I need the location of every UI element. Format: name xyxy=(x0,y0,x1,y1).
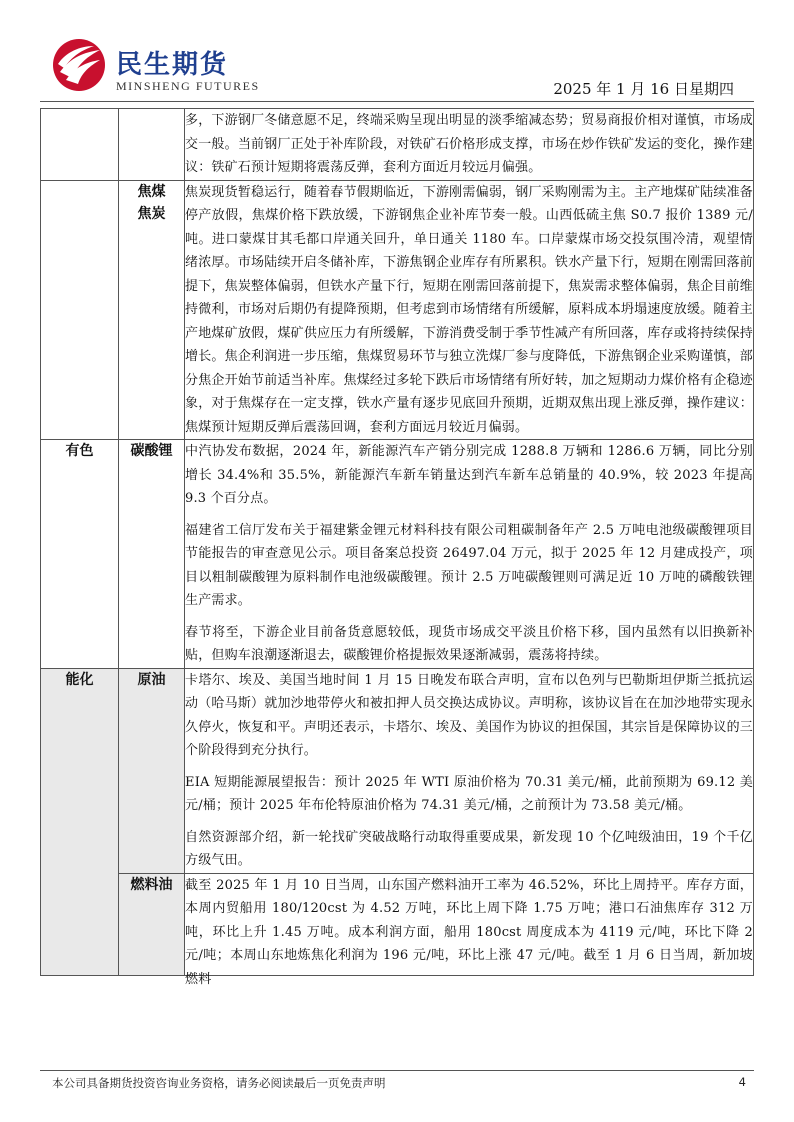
sub-cell-crude: 原油 xyxy=(119,668,185,873)
paragraph: 卡塔尔、埃及、美国当地时间 1 月 15 日晚发布联合声明，宣布以色列与巴勒斯坦伊斯兰抵抗运动（哈马斯）就加沙地带停火和被扣押人员交换达成协议。声明称，该协议旨在在加沙地带实现永久停火，恢复和平。声明还表示，卡塔尔、埃及、美国作为协议的担保国，其宗旨是保障协议的三个阶段得到充分执行。 xyxy=(185,672,753,758)
paragraph: 福建省工信厅发布关于福建紫金锂元材料科技有限公司粗碳制备年产 2.5 万吨电池级碳酸锂项目节能报告的审查意见公示。项目备案总投资 26497.04 万元，拟于 2025 年 12 月建成投产，项目以粗制碳酸锂为原料制作电池级碳酸锂。预计 2.5 万吨碳酸锂则可满足近 10 万吨的磷酸铁锂生产需求。 xyxy=(185,522,753,608)
brand-name-cn: 民生期货 xyxy=(116,50,229,80)
content-cell-lithium xyxy=(185,440,754,669)
content-cell-iron-ore xyxy=(185,109,754,181)
sub-cell xyxy=(119,109,185,181)
content-cell-crude xyxy=(185,668,754,873)
sub-cell-coking xyxy=(119,180,185,440)
page-header xyxy=(40,34,754,102)
paragraph: 自然资源部介绍，新一轮找矿突破战略行动取得重要成果，新发现 10 个亿吨级油田，19 个千亿方级气田。 xyxy=(185,829,753,868)
table-row xyxy=(41,440,754,669)
report-date: 2025 年 1 月 16 日星期四 xyxy=(553,80,734,98)
footer-disclaimer: 本公司具备期货投资咨询业务资格，请务必阅读最后一页免责声明 xyxy=(52,1076,386,1090)
brand-name-en: MINSHENG FUTURES xyxy=(116,79,260,93)
header-rule xyxy=(40,101,754,102)
paragraph: 中汽协发布数据，2024 年，新能源汽车产销分别完成 1288.8 万辆和 1286.6 万辆，同比分别增长 34.4%和 35.5%，新能源汽车新车销量达到汽车新车总销量的 40.9%，较 2023 年提高 9.3 个百分点。 xyxy=(185,444,753,506)
category-cell-nonferrous: 有色 xyxy=(41,440,119,669)
table-row xyxy=(41,873,754,975)
table-row xyxy=(41,180,754,440)
paragraph: 截至 2025 年 1 月 10 日当周，山东国产燃料油开工率为 46.52%，环比上周持平。库存方面，本周内贸船用 180/120cst 为 4.52 万吨，环比上周下降 1.75 万吨；港口石油焦库存 312 万吨，环比上升 1.45 万吨。成本利润方面，船用 180cst 周度成本为 4119 元/吨，环比下降 2 元/吨；本周山东地炼焦化利润为 196 元/吨，环比上涨 47 元/吨。截至 1 月 6 日当周，新加坡燃料 xyxy=(185,877,753,987)
content-clip xyxy=(185,874,753,987)
paragraph: EIA 短期能源展望报告：预计 2025 年 WTI 原油价格为 70.31 美元/桶，此前预期为 69.12 美元/桶；预计 2025 年布伦特原油价格为 74.31 美元/桶，之前预计为 73.58 美元/桶。 xyxy=(185,774,753,813)
commodity-table xyxy=(40,108,754,987)
sub-label-coke: 焦炭 xyxy=(137,205,166,222)
sub-cell-fuel-oil: 燃料油 xyxy=(119,873,185,975)
content-cell-coking xyxy=(185,180,754,440)
sub-label-coal: 焦煤 xyxy=(137,183,166,200)
paragraph: 多，下游钢厂冬储意愿不足，终端采购呈现出明显的淡季缩减态势；贸易商报价相对谨慎，市场成交一般。当前钢厂正处于补库阶段，对铁矿石价格形成支撑，市场在炒作铁矿发运的变化，操作建议：铁矿石预计短期将震荡反弹，套利方面近月较远月偏强。 xyxy=(185,113,753,175)
sub-cell-lithium: 碳酸锂 xyxy=(119,440,185,669)
content-cell-fuel-oil xyxy=(185,873,754,987)
footer-rule xyxy=(40,1070,754,1071)
minsheng-logo-icon xyxy=(52,38,106,92)
category-cell xyxy=(41,109,119,181)
category-cell-energy: 能化 xyxy=(41,668,119,975)
table-row xyxy=(41,668,754,873)
paragraph: 焦炭现货暂稳运行，随着春节假期临近，下游刚需偏弱，钢厂采购刚需为主。主产地煤矿陆续准备停产放假，焦煤价格下跌放缓，下游钢焦企业补库节奏一般。山西低硫主焦 S0.7 报价 1389 元/吨。进口蒙煤甘其毛都口岸通关回升，单日通关 1180 车。口岸蒙煤市场交投氛围冷清，观望情绪浓厚。市场陆续开启冬储补库，下游焦钢企业库存有所累积。铁水产量下行，短期在刚需回落前提下，焦炭整体偏弱，但铁水产量下行，短期在刚需回落前提下，焦炭需求整体偏弱，焦企目前维持微利，市场对后期仍有提降预期，但考虑到市场情绪有所缓解，原料成本坍塌速度放缓。随着主产地煤矿放假，煤矿供应压力有所缓解，下游消费受制于季节性减产有所回落，库存或将持续保持增长。焦企利润进一步压缩，焦煤贸易环节与独立洗煤厂参与度降低，下游焦钢企业采购谨慎，部分焦企开始节前适当补库。焦煤经过多轮下跌后市场情绪有所好转，加之短期动力煤价格有企稳迹象，对于焦煤存在一定支撑，铁水产量有逐步见底回升预期，近期双焦出现上涨反弹，操作建议：焦煤预计短期反弹后震荡回调，套利方面远月较近月偏弱。 xyxy=(185,184,753,435)
table-row xyxy=(41,109,754,181)
category-cell xyxy=(41,180,119,440)
page-number: 4 xyxy=(738,1075,746,1089)
paragraph: 春节将至，下游企业目前备货意愿较低，现货市场成交平淡且价格下移，国内虽然有以旧换新补贴，但购车浪潮逐渐退去，碳酸锂价格提振效果逐渐减弱，震荡将持续。 xyxy=(185,624,753,663)
